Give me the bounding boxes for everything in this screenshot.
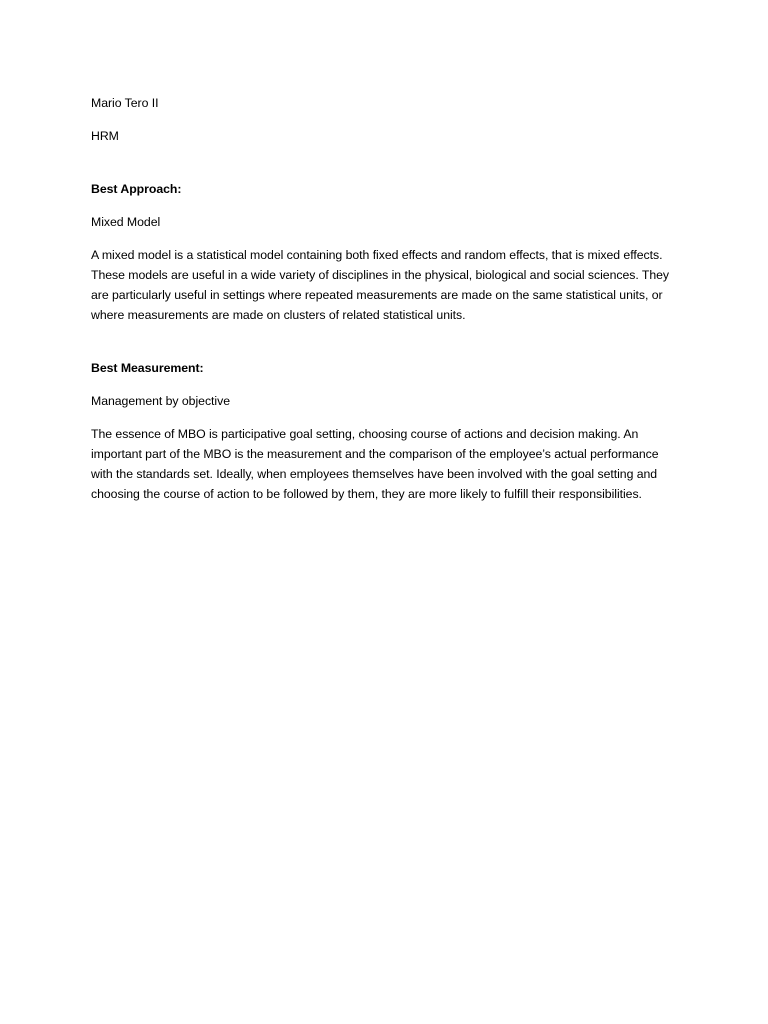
course-name: HRM [91, 129, 119, 143]
section-subheading-measurement: Management by objective [91, 394, 230, 408]
section-heading-approach: Best Approach: [91, 182, 182, 196]
section-heading-measurement: Best Measurement: [91, 361, 204, 375]
section-body-approach: A mixed model is a statistical model containing both fixed effects and random effects, that is mixed effects. These models are useful in a wide variety of disciplines in the physical, biological and social sciences. They are particularly useful in settings where repeated measurements are made on the same statistical units, or where measurements are made on clusters of related statistical units. [91, 248, 669, 322]
author-name: Mario Tero II [91, 96, 159, 110]
section-body-measurement: The essence of MBO is participative goal setting, choosing course of actions and decision making. An important part of the MBO is the measurement and the comparison of the employee’s actual performance with the standards set. Ideally, when employees themselves have been involved with the goal setting and choosing the course of action to be followed by them, they are more likely to fulfill their responsibilities. [91, 427, 659, 501]
section-subheading-approach: Mixed Model [91, 215, 161, 229]
